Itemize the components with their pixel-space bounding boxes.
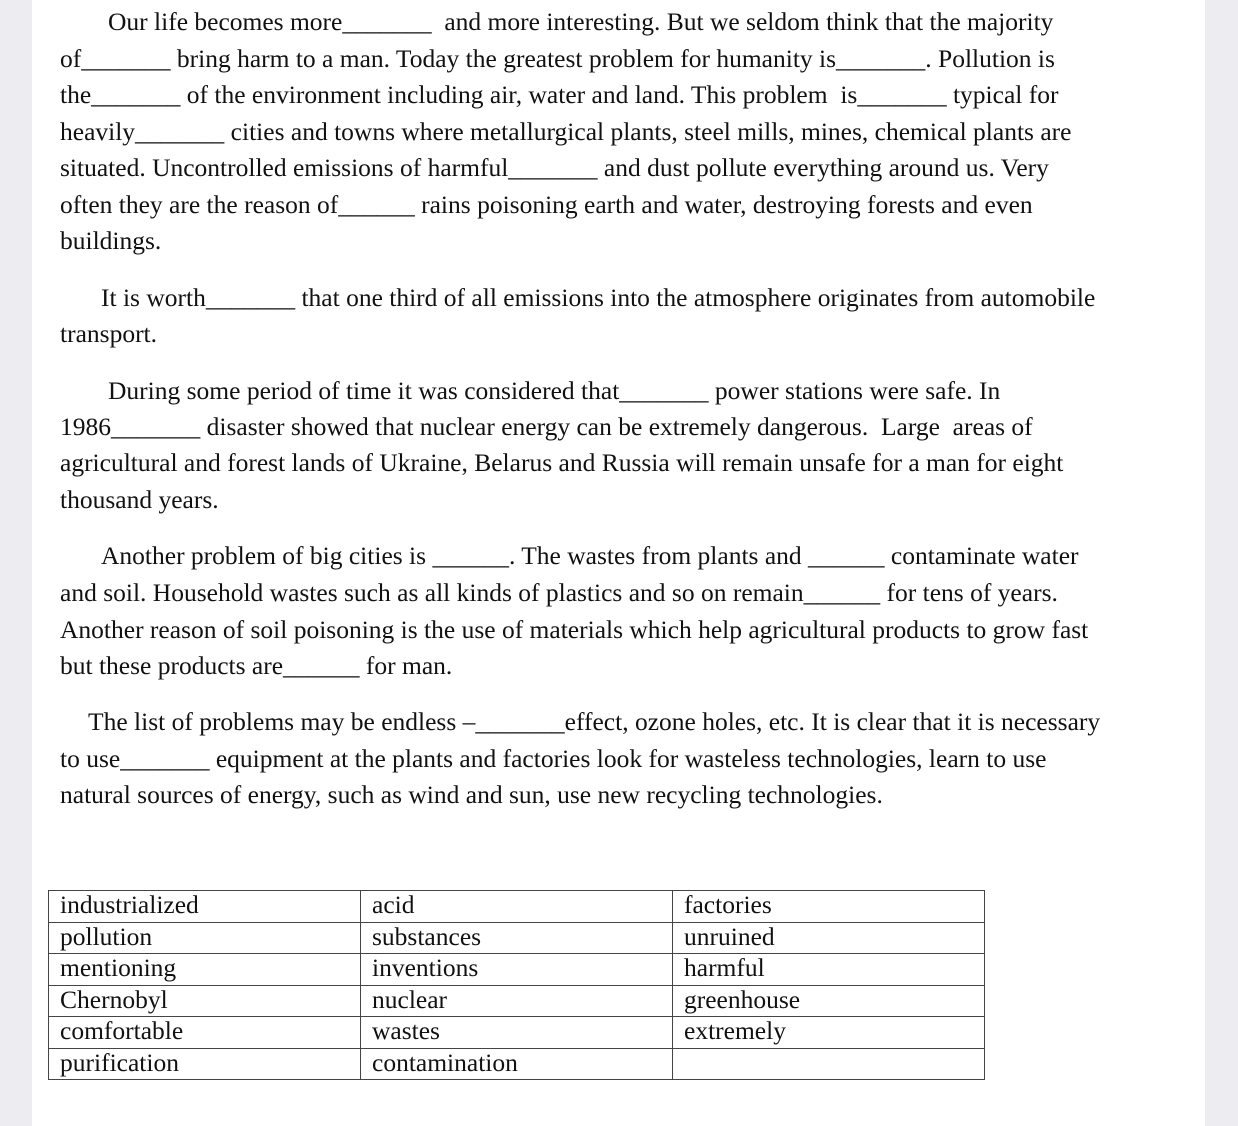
word-cell: extremely [673,1017,985,1049]
paragraph-1-line: of_______ bring harm to a man. Today the greatest problem for humanity is_______. Pollution is [60,44,1055,73]
paragraph-1-line: heavily_______ cities and towns where metallurgical plants, steel mills, mines, chemical plants are [60,117,1072,146]
document-page [32,0,1205,1126]
word-table-row [49,1017,985,1049]
word-cell: contamination [361,1048,673,1080]
word-cell: industrialized [49,891,361,923]
word-table-row [49,985,985,1017]
paragraph-3-line: thousand years. [60,485,219,514]
paragraph-4-line: Another problem of big cities is ______. The wastes from plants and ______ contaminate water [101,541,1079,570]
word-cell: acid [361,891,673,923]
word-cell: nuclear [361,985,673,1017]
paragraph-1-line: buildings. [60,226,162,255]
paragraph-4-line: but these products are______ for man. [60,651,453,680]
paragraph-1-line: Our life becomes more_______ and more interesting. But we seldom think that the majority [108,7,1054,36]
word-cell: inventions [361,954,673,986]
paragraph-5-line: to use_______ equipment at the plants and factories look for wasteless technologies, learn to use [60,744,1047,773]
paragraph-2-line: transport. [60,319,158,348]
word-table-row [49,1048,985,1080]
word-table-row [49,891,985,923]
word-cell [673,1048,985,1080]
paragraph-3-line: agricultural and forest lands of Ukraine, Belarus and Russia will remain unsafe for a man for eight [60,448,1064,477]
word-cell: pollution [49,922,361,954]
word-cell: mentioning [49,954,361,986]
word-cell: substances [361,922,673,954]
word-cell: factories [673,891,985,923]
word-cell: unruined [673,922,985,954]
paragraph-4-line: Another reason of soil poisoning is the use of materials which help agricultural products to grow fast [60,615,1089,644]
paragraph-2-line: It is worth_______ that one third of all emissions into the atmosphere originates from automobile [101,283,1096,312]
paragraph-1-line: often they are the reason of______ rains poisoning earth and water, destroying forests and even [60,190,1033,219]
word-cell: greenhouse [673,985,985,1017]
word-cell: Chernobyl [49,985,361,1017]
paragraph-3-line: 1986_______ disaster showed that nuclear energy can be extremely dangerous. Large areas of [60,412,1033,441]
word-bank-table [48,890,985,1080]
paragraph-5-line: natural sources of energy, such as wind and sun, use new recycling technologies. [60,780,883,809]
paragraph-1-line: the_______ of the environment including air, water and land. This problem is_______ typical for [60,80,1059,109]
word-table-row [49,922,985,954]
word-cell: harmful [673,954,985,986]
paragraph-1-line: situated. Uncontrolled emissions of harmful_______ and dust pollute everything around us. Very [60,153,1049,182]
word-cell: wastes [361,1017,673,1049]
paragraph-3-line: During some period of time it was considered that_______ power stations were safe. In [108,376,1001,405]
word-cell: comfortable [49,1017,361,1049]
paragraph-4-line: and soil. Household wastes such as all kinds of plastics and so on remain______ for tens of years. [60,578,1058,607]
word-cell: purification [49,1048,361,1080]
paragraph-5-line: The list of problems may be endless –_______effect, ozone holes, etc. It is clear that it is necessary [88,707,1101,736]
word-table-row [49,954,985,986]
